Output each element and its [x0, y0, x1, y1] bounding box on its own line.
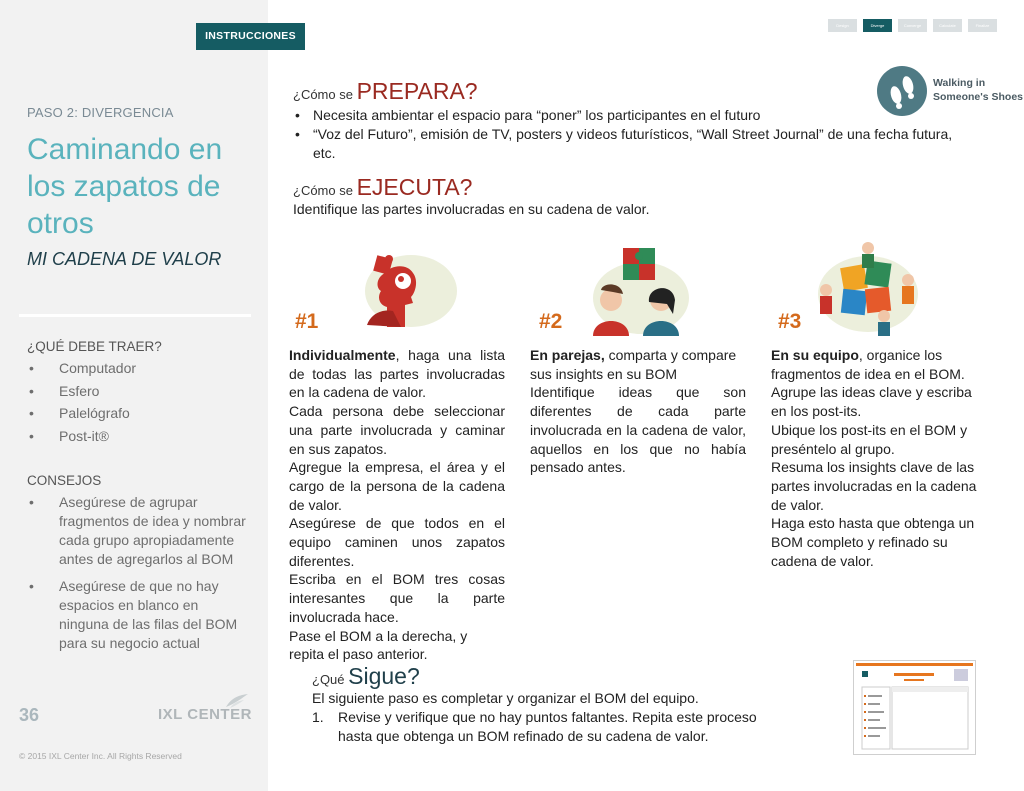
bring-item: • Post-it® [27, 427, 252, 446]
nav-item-finalize[interactable]: Finalize [968, 19, 997, 32]
tab-instrucciones[interactable]: INSTRUCCIONES [196, 23, 305, 50]
logo-text: Walking in Someone's Shoes [933, 77, 1024, 103]
next-keyword: Sigue? [348, 663, 420, 689]
nav-item-calculate[interactable]: Calculate [933, 19, 962, 32]
copyright: © 2015 IXL Center Inc. All Rights Reserved [19, 751, 182, 761]
nav-item-design[interactable]: Design [828, 19, 857, 32]
step-1-text: Individualmente, haga una lista de todas las partes involucradas en la cadena de valor. Cada persona debe seleccionar una parte involucrada y caminar en sus zapatos. Agregue la empresa, el área y el cargo de la persona de la cadena de valor. Asegúrese de que todos en el equipo caminen unos zapatos diferentes. Escriba en el BOM tres cosas interesantes que la parte involucrada hace. Pase el BOM a la derecha, y repita el paso anterior. [289, 347, 505, 663]
brand-logo: IXL CENTER [158, 706, 252, 723]
prepare-prefix: ¿Cómo se [293, 87, 357, 102]
tip-item: • Asegúrese de agrupar fragmentos de idea y nombrar cada grupo apropiadamente antes de agregarlos al BOM [27, 493, 252, 569]
step-number-2: #2 [539, 310, 563, 333]
step-3-lead: En su equipo [771, 347, 859, 363]
bom-thumbnail [853, 660, 976, 755]
step-2-lead: En parejas, [530, 347, 605, 363]
execute-section [293, 174, 853, 219]
prepare-item: • Necesita ambientar el espacio para “poner” los participantes en el futuro [293, 106, 983, 125]
step-label: PASO 2: DIVERGENCIA [27, 105, 174, 120]
bring-item: • Computador [27, 359, 252, 378]
divider [19, 314, 251, 317]
page-subtitle: MI CADENA DE VALOR [27, 249, 222, 269]
execute-keyword: EJECUTA? [356, 174, 473, 200]
execute-text: Identifique las partes involucradas en su cadena de valor. [293, 201, 650, 217]
next-item: 1. Revise y verifique que no hay puntos faltantes. Repita este proceso hasta que obtenga un BOM refinado de su cadena de valor. [312, 708, 772, 746]
leaf-icon [224, 693, 250, 709]
step-3-text: En su equipo, organice los fragmentos de idea en el BOM. Agrupe las ideas clave y escriba en los post-its. Ubique los post-its en el BOM y preséntelo al grupo. Resuma los insights clave de las partes involucradas en la cadena de valor. Haga esto hasta que obtenga un BOM completo y refinado su cadena de valor. [771, 347, 977, 569]
phase-nav [828, 19, 997, 32]
execute-prefix: ¿Cómo se [293, 183, 357, 198]
nav-item-diverge[interactable]: Diverge [863, 19, 892, 32]
page-title: Caminando en los zapatos de otros [27, 133, 223, 240]
bring-item: • Esfero [27, 382, 252, 401]
sidebar [0, 0, 268, 791]
tip-item: • Asegúrese de que no hay espacios en blanco en ninguna de las filas del BOM para su negocio actual [27, 577, 252, 653]
puzzle-head-illustration [337, 247, 459, 329]
next-prefix: ¿Qué [312, 672, 349, 687]
bring-item: • Palelógrafo [27, 404, 252, 423]
next-section [312, 663, 772, 746]
bring-section [27, 337, 252, 449]
page-number: 36 [19, 705, 40, 725]
step-1-lead: Individualmente [289, 347, 396, 363]
bring-heading: ¿QUÉ DEBE TRAER? [27, 339, 162, 354]
step-number-1: #1 [295, 310, 319, 333]
prepare-keyword: PREPARA? [356, 78, 478, 104]
nav-item-converge[interactable]: Converge [898, 19, 927, 32]
prepare-item: • “Voz del Futuro”, emisión de TV, posters y videos futurísticos, “Wall Street Journal” de una fecha futura, etc. [293, 125, 983, 163]
team-puzzle-illustration [812, 240, 924, 336]
bom-document-icon [854, 661, 975, 754]
pair-puzzle-illustration [583, 240, 693, 336]
tips-section [27, 471, 252, 657]
next-text: El siguiente paso es completar y organizar el BOM del equipo. [312, 690, 699, 706]
step-number-3: #3 [778, 310, 802, 333]
tips-heading: CONSEJOS [27, 473, 102, 488]
step-2-text: En parejas, comparta y compare sus insights en su BOM Identifique ideas que son diferentes de cada parte involucrada en la cadena de valor, aquellos en los que no había pensado antes. [530, 347, 746, 476]
